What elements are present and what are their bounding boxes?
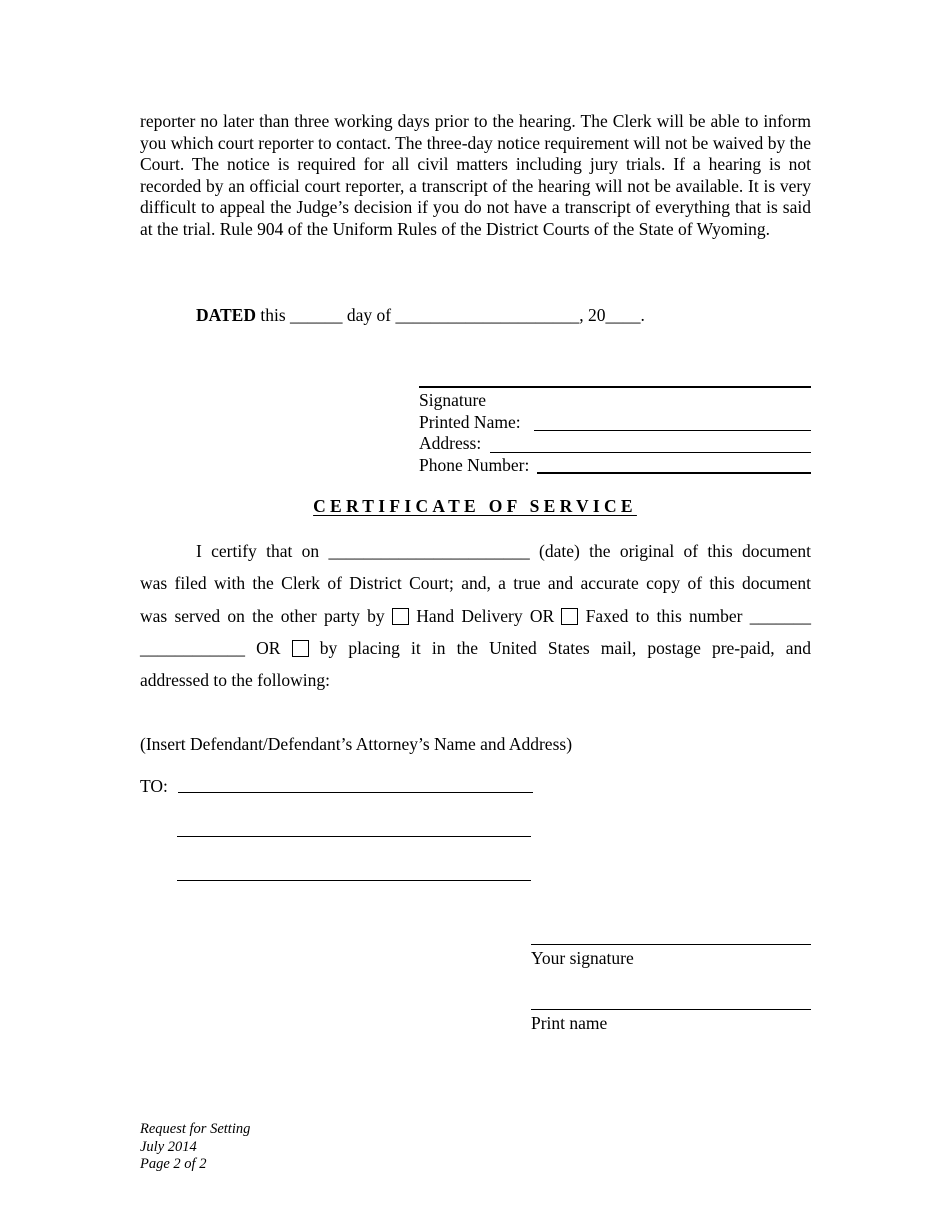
insert-note: (Insert Defendant/Defendant’s Attorney’s Name and Address) bbox=[140, 734, 573, 754]
fax-number-blank-2[interactable]: ____________ bbox=[140, 638, 245, 658]
phone-number-field[interactable] bbox=[537, 472, 811, 474]
phone-number-label: Phone Number: bbox=[419, 455, 530, 475]
footer-page-number: Page 2 of 2 bbox=[140, 1156, 207, 1172]
date-blank[interactable]: _______________________ bbox=[328, 541, 530, 561]
body-paragraph: reporter no later than three working days prior to the hearing. The Clerk will be able to inform you which court reporter to contact. The three-day notice requirement will not be waived by the Court. The notice is required for all civil matters including jury trials. If a hearing is not recorded by an official court reporter, a transcript of the hearing will not be available. It is very difficult to appeal the Judge’s decision if you do not have a transcript of everything that is said at the trial. Rule 904 of the Uniform Rules of the District Courts of the State of Wyoming. bbox=[140, 111, 811, 239]
printed-name-label: Printed Name: bbox=[419, 412, 521, 432]
recipient-line-3[interactable] bbox=[177, 880, 531, 881]
print-name-label: Print name bbox=[531, 1013, 608, 1033]
footer-date: July 2014 bbox=[140, 1138, 197, 1155]
certificate-line-3: was served on the other party by Hand Delivery OR Faxed to this number _______ bbox=[140, 606, 812, 626]
to-label: TO: bbox=[140, 776, 168, 796]
address-field[interactable] bbox=[490, 452, 811, 453]
dated-label: DATED bbox=[196, 305, 256, 325]
address-label: Address: bbox=[419, 433, 482, 453]
certificate-line-2: was filed with the Clerk of District Court; and, a true and accurate copy of this document bbox=[140, 573, 811, 593]
fax-number-blank[interactable]: _______ bbox=[749, 606, 812, 626]
mail-checkbox[interactable] bbox=[292, 640, 309, 657]
signature-label: Signature bbox=[419, 390, 487, 410]
footer-form-name: Request for Setting bbox=[140, 1121, 251, 1137]
certificate-line-1: I certify that on _______________________ (date) the original of this document bbox=[196, 541, 812, 561]
your-signature-label: Your signature bbox=[531, 948, 634, 968]
print-name-line[interactable] bbox=[531, 1009, 811, 1010]
certificate-title: CERTIFICATE OF SERVICE bbox=[313, 496, 637, 516]
your-signature-line[interactable] bbox=[531, 944, 811, 945]
signature-line[interactable] bbox=[419, 386, 811, 388]
dated-line bbox=[196, 304, 645, 326]
recipient-line-1[interactable] bbox=[178, 792, 533, 793]
dated-blanks: this ______ day of _____________________, 20____. bbox=[255, 305, 645, 325]
footer bbox=[140, 1121, 250, 1174]
certificate-line-4: ____________ OR by placing it in the United States mail, postage pre-paid, and bbox=[140, 638, 812, 658]
hand-delivery-checkbox[interactable] bbox=[392, 608, 409, 625]
faxed-checkbox[interactable] bbox=[561, 608, 578, 625]
certificate-line-5: addressed to the following: bbox=[140, 670, 331, 690]
printed-name-field[interactable] bbox=[534, 430, 811, 431]
recipient-line-2[interactable] bbox=[177, 836, 531, 837]
